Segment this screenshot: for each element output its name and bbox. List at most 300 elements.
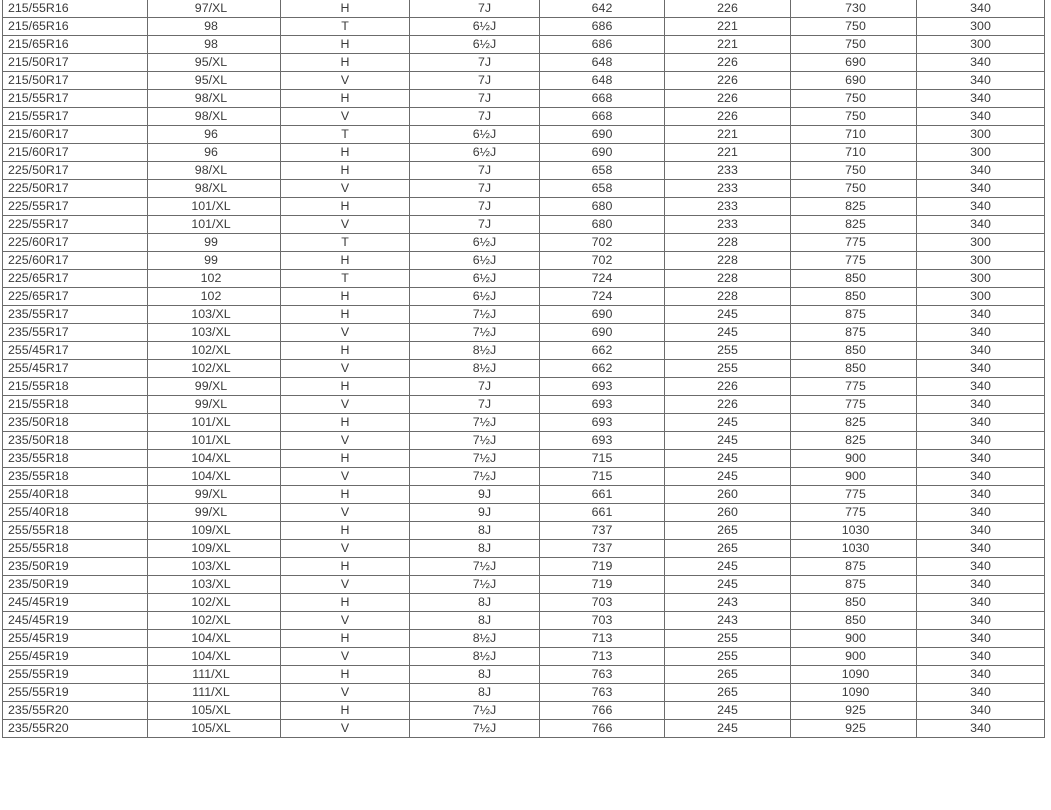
rim-width-cell: 6½J: [410, 288, 540, 306]
load-index-cell: 99/XL: [148, 504, 281, 522]
overall-diameter-cell: 690: [540, 144, 665, 162]
section-width-cell: 221: [665, 144, 791, 162]
load-index-cell: 99/XL: [148, 396, 281, 414]
table-row: [3, 288, 1045, 306]
max-pressure-cell: 340: [917, 666, 1045, 684]
table-row: [3, 90, 1045, 108]
max-pressure-cell: 340: [917, 684, 1045, 702]
load-index-cell: 99: [148, 234, 281, 252]
rim-width-cell: 8J: [410, 666, 540, 684]
table-row: [3, 126, 1045, 144]
overall-diameter-cell: 693: [540, 378, 665, 396]
max-load-cell: 875: [791, 558, 917, 576]
max-pressure-cell: 300: [917, 234, 1045, 252]
rim-width-cell: 9J: [410, 504, 540, 522]
overall-diameter-cell: 763: [540, 666, 665, 684]
speed-rating-cell: V: [281, 108, 410, 126]
max-load-cell: 850: [791, 360, 917, 378]
overall-diameter-cell: 713: [540, 648, 665, 666]
table-row: [3, 720, 1045, 738]
tyre-size-cell: 235/55R18: [3, 468, 148, 486]
max-load-cell: 775: [791, 378, 917, 396]
section-width-cell: 260: [665, 486, 791, 504]
load-index-cell: 97/XL: [148, 0, 281, 18]
rim-width-cell: 7½J: [410, 576, 540, 594]
tyre-size-cell: 255/40R18: [3, 504, 148, 522]
load-index-cell: 102/XL: [148, 612, 281, 630]
load-index-cell: 102: [148, 288, 281, 306]
section-width-cell: 265: [665, 666, 791, 684]
table-row: [3, 270, 1045, 288]
overall-diameter-cell: 658: [540, 180, 665, 198]
speed-rating-cell: H: [281, 414, 410, 432]
tyre-size-cell: 225/60R17: [3, 234, 148, 252]
speed-rating-cell: H: [281, 486, 410, 504]
load-index-cell: 101/XL: [148, 216, 281, 234]
overall-diameter-cell: 703: [540, 594, 665, 612]
speed-rating-cell: V: [281, 504, 410, 522]
rim-width-cell: 7J: [410, 396, 540, 414]
max-pressure-cell: 300: [917, 288, 1045, 306]
table-row: [3, 162, 1045, 180]
rim-width-cell: 7J: [410, 108, 540, 126]
table-row: [3, 468, 1045, 486]
speed-rating-cell: H: [281, 252, 410, 270]
speed-rating-cell: H: [281, 162, 410, 180]
speed-rating-cell: H: [281, 90, 410, 108]
tyre-size-cell: 235/55R20: [3, 702, 148, 720]
section-width-cell: 243: [665, 612, 791, 630]
rim-width-cell: 8J: [410, 684, 540, 702]
section-width-cell: 245: [665, 720, 791, 738]
max-load-cell: 825: [791, 216, 917, 234]
load-index-cell: 98/XL: [148, 90, 281, 108]
section-width-cell: 228: [665, 234, 791, 252]
tyre-size-cell: 235/55R20: [3, 720, 148, 738]
max-load-cell: 900: [791, 648, 917, 666]
max-load-cell: 750: [791, 36, 917, 54]
max-pressure-cell: 340: [917, 612, 1045, 630]
section-width-cell: 265: [665, 522, 791, 540]
speed-rating-cell: H: [281, 342, 410, 360]
max-load-cell: 775: [791, 504, 917, 522]
speed-rating-cell: H: [281, 198, 410, 216]
table-row: [3, 234, 1045, 252]
load-index-cell: 99/XL: [148, 378, 281, 396]
max-pressure-cell: 340: [917, 702, 1045, 720]
rim-width-cell: 8½J: [410, 648, 540, 666]
load-index-cell: 103/XL: [148, 306, 281, 324]
max-load-cell: 825: [791, 414, 917, 432]
overall-diameter-cell: 737: [540, 522, 665, 540]
load-index-cell: 96: [148, 144, 281, 162]
speed-rating-cell: V: [281, 432, 410, 450]
overall-diameter-cell: 642: [540, 0, 665, 18]
overall-diameter-cell: 680: [540, 216, 665, 234]
section-width-cell: 260: [665, 504, 791, 522]
rim-width-cell: 8J: [410, 612, 540, 630]
max-pressure-cell: 300: [917, 126, 1045, 144]
max-pressure-cell: 340: [917, 504, 1045, 522]
table-row: [3, 360, 1045, 378]
max-load-cell: 750: [791, 90, 917, 108]
rim-width-cell: 8J: [410, 594, 540, 612]
speed-rating-cell: V: [281, 684, 410, 702]
max-pressure-cell: 340: [917, 216, 1045, 234]
rim-width-cell: 7½J: [410, 720, 540, 738]
load-index-cell: 103/XL: [148, 576, 281, 594]
table-row: [3, 576, 1045, 594]
max-pressure-cell: 340: [917, 414, 1045, 432]
tyre-size-cell: 215/55R18: [3, 378, 148, 396]
load-index-cell: 101/XL: [148, 198, 281, 216]
speed-rating-cell: H: [281, 306, 410, 324]
max-pressure-cell: 340: [917, 450, 1045, 468]
overall-diameter-cell: 686: [540, 18, 665, 36]
section-width-cell: 255: [665, 342, 791, 360]
max-pressure-cell: 340: [917, 540, 1045, 558]
max-load-cell: 1090: [791, 684, 917, 702]
rim-width-cell: 7J: [410, 378, 540, 396]
max-load-cell: 825: [791, 432, 917, 450]
load-index-cell: 98/XL: [148, 108, 281, 126]
load-index-cell: 96: [148, 126, 281, 144]
overall-diameter-cell: 766: [540, 720, 665, 738]
section-width-cell: 255: [665, 648, 791, 666]
tyre-size-cell: 235/50R18: [3, 432, 148, 450]
load-index-cell: 105/XL: [148, 702, 281, 720]
tyre-size-cell: 215/55R17: [3, 90, 148, 108]
max-pressure-cell: 340: [917, 594, 1045, 612]
table-row: [3, 216, 1045, 234]
section-width-cell: 228: [665, 288, 791, 306]
load-index-cell: 104/XL: [148, 630, 281, 648]
section-width-cell: 226: [665, 0, 791, 18]
rim-width-cell: 8½J: [410, 630, 540, 648]
table-row: [3, 612, 1045, 630]
max-pressure-cell: 300: [917, 18, 1045, 36]
overall-diameter-cell: 693: [540, 396, 665, 414]
max-load-cell: 875: [791, 306, 917, 324]
overall-diameter-cell: 686: [540, 36, 665, 54]
max-pressure-cell: 340: [917, 54, 1045, 72]
tyre-size-cell: 255/45R19: [3, 630, 148, 648]
section-width-cell: 245: [665, 414, 791, 432]
load-index-cell: 102: [148, 270, 281, 288]
max-pressure-cell: 340: [917, 576, 1045, 594]
section-width-cell: 233: [665, 198, 791, 216]
table-row: [3, 666, 1045, 684]
load-index-cell: 98: [148, 36, 281, 54]
load-index-cell: 99/XL: [148, 486, 281, 504]
rim-width-cell: 6½J: [410, 18, 540, 36]
max-pressure-cell: 340: [917, 648, 1045, 666]
speed-rating-cell: H: [281, 450, 410, 468]
overall-diameter-cell: 766: [540, 702, 665, 720]
load-index-cell: 103/XL: [148, 558, 281, 576]
max-load-cell: 775: [791, 234, 917, 252]
speed-rating-cell: V: [281, 720, 410, 738]
speed-rating-cell: V: [281, 216, 410, 234]
rim-width-cell: 7J: [410, 216, 540, 234]
speed-rating-cell: H: [281, 288, 410, 306]
load-index-cell: 105/XL: [148, 720, 281, 738]
load-index-cell: 103/XL: [148, 324, 281, 342]
overall-diameter-cell: 668: [540, 90, 665, 108]
table-row: [3, 540, 1045, 558]
load-index-cell: 95/XL: [148, 72, 281, 90]
max-load-cell: 710: [791, 144, 917, 162]
table-row: [3, 648, 1045, 666]
max-pressure-cell: 340: [917, 468, 1045, 486]
speed-rating-cell: H: [281, 594, 410, 612]
table-row: [3, 702, 1045, 720]
load-index-cell: 98/XL: [148, 162, 281, 180]
speed-rating-cell: H: [281, 36, 410, 54]
tyre-size-cell: 215/55R18: [3, 396, 148, 414]
load-index-cell: 101/XL: [148, 414, 281, 432]
table-row: [3, 0, 1045, 18]
max-load-cell: 775: [791, 252, 917, 270]
tyre-size-cell: 255/55R19: [3, 666, 148, 684]
max-load-cell: 875: [791, 324, 917, 342]
overall-diameter-cell: 662: [540, 360, 665, 378]
table-row: [3, 108, 1045, 126]
load-index-cell: 109/XL: [148, 522, 281, 540]
tyre-size-cell: 225/60R17: [3, 252, 148, 270]
max-load-cell: 775: [791, 396, 917, 414]
max-pressure-cell: 340: [917, 108, 1045, 126]
table-row: [3, 558, 1045, 576]
overall-diameter-cell: 702: [540, 234, 665, 252]
section-width-cell: 221: [665, 126, 791, 144]
rim-width-cell: 7J: [410, 90, 540, 108]
table-row: [3, 252, 1045, 270]
max-load-cell: 1030: [791, 522, 917, 540]
section-width-cell: 221: [665, 36, 791, 54]
rim-width-cell: 7½J: [410, 702, 540, 720]
max-load-cell: 690: [791, 72, 917, 90]
max-load-cell: 750: [791, 162, 917, 180]
tyre-size-cell: 215/50R17: [3, 72, 148, 90]
rim-width-cell: 9J: [410, 486, 540, 504]
section-width-cell: 233: [665, 216, 791, 234]
table-row: [3, 306, 1045, 324]
speed-rating-cell: V: [281, 468, 410, 486]
table-row: [3, 36, 1045, 54]
speed-rating-cell: H: [281, 522, 410, 540]
max-pressure-cell: 300: [917, 252, 1045, 270]
max-load-cell: 750: [791, 18, 917, 36]
speed-rating-cell: V: [281, 648, 410, 666]
table-row: [3, 594, 1045, 612]
speed-rating-cell: V: [281, 612, 410, 630]
table-row: [3, 450, 1045, 468]
rim-width-cell: 6½J: [410, 126, 540, 144]
overall-diameter-cell: 715: [540, 468, 665, 486]
table-row: [3, 630, 1045, 648]
overall-diameter-cell: 661: [540, 504, 665, 522]
table-row: [3, 72, 1045, 90]
load-index-cell: 95/XL: [148, 54, 281, 72]
tyre-spec-table: [2, 0, 1045, 738]
tyre-size-cell: 225/50R17: [3, 162, 148, 180]
tyre-size-cell: 245/45R19: [3, 594, 148, 612]
max-load-cell: 900: [791, 630, 917, 648]
max-pressure-cell: 340: [917, 396, 1045, 414]
tyre-size-cell: 235/55R18: [3, 450, 148, 468]
tyre-size-cell: 215/60R17: [3, 144, 148, 162]
max-pressure-cell: 340: [917, 90, 1045, 108]
speed-rating-cell: H: [281, 378, 410, 396]
table-row: [3, 522, 1045, 540]
max-pressure-cell: 340: [917, 306, 1045, 324]
max-pressure-cell: 340: [917, 198, 1045, 216]
table-row: [3, 432, 1045, 450]
max-load-cell: 925: [791, 702, 917, 720]
speed-rating-cell: V: [281, 180, 410, 198]
load-index-cell: 99: [148, 252, 281, 270]
rim-width-cell: 6½J: [410, 144, 540, 162]
rim-width-cell: 6½J: [410, 252, 540, 270]
table-row: [3, 144, 1045, 162]
max-load-cell: 775: [791, 486, 917, 504]
tyre-size-cell: 255/55R18: [3, 540, 148, 558]
tyre-size-cell: 255/45R19: [3, 648, 148, 666]
max-load-cell: 925: [791, 720, 917, 738]
section-width-cell: 226: [665, 396, 791, 414]
overall-diameter-cell: 693: [540, 432, 665, 450]
rim-width-cell: 7½J: [410, 306, 540, 324]
tyre-size-cell: 255/45R17: [3, 342, 148, 360]
tyre-size-cell: 215/60R17: [3, 126, 148, 144]
table-row: [3, 414, 1045, 432]
max-pressure-cell: 340: [917, 360, 1045, 378]
rim-width-cell: 6½J: [410, 234, 540, 252]
tyre-size-cell: 255/40R18: [3, 486, 148, 504]
speed-rating-cell: H: [281, 144, 410, 162]
max-load-cell: 750: [791, 180, 917, 198]
max-pressure-cell: 300: [917, 270, 1045, 288]
table-row: [3, 684, 1045, 702]
overall-diameter-cell: 724: [540, 288, 665, 306]
section-width-cell: 228: [665, 252, 791, 270]
tyre-size-cell: 245/45R19: [3, 612, 148, 630]
table-row: [3, 198, 1045, 216]
rim-width-cell: 8½J: [410, 360, 540, 378]
rim-width-cell: 7J: [410, 72, 540, 90]
tyre-size-cell: 215/55R17: [3, 108, 148, 126]
load-index-cell: 104/XL: [148, 468, 281, 486]
rim-width-cell: 7½J: [410, 324, 540, 342]
speed-rating-cell: V: [281, 396, 410, 414]
section-width-cell: 221: [665, 18, 791, 36]
tyre-size-cell: 235/55R17: [3, 324, 148, 342]
rim-width-cell: 7J: [410, 198, 540, 216]
section-width-cell: 245: [665, 576, 791, 594]
overall-diameter-cell: 680: [540, 198, 665, 216]
table-row: [3, 54, 1045, 72]
speed-rating-cell: H: [281, 54, 410, 72]
section-width-cell: 243: [665, 594, 791, 612]
rim-width-cell: 7J: [410, 0, 540, 18]
section-width-cell: 245: [665, 450, 791, 468]
section-width-cell: 245: [665, 558, 791, 576]
overall-diameter-cell: 693: [540, 414, 665, 432]
overall-diameter-cell: 702: [540, 252, 665, 270]
tyre-size-cell: 255/55R18: [3, 522, 148, 540]
max-load-cell: 825: [791, 198, 917, 216]
rim-width-cell: 7½J: [410, 414, 540, 432]
max-pressure-cell: 340: [917, 486, 1045, 504]
tyre-size-cell: 255/45R17: [3, 360, 148, 378]
max-load-cell: 750: [791, 108, 917, 126]
overall-diameter-cell: 715: [540, 450, 665, 468]
overall-diameter-cell: 668: [540, 108, 665, 126]
tyre-size-cell: 225/50R17: [3, 180, 148, 198]
overall-diameter-cell: 724: [540, 270, 665, 288]
section-width-cell: 226: [665, 378, 791, 396]
rim-width-cell: 7½J: [410, 432, 540, 450]
max-pressure-cell: 340: [917, 72, 1045, 90]
section-width-cell: 245: [665, 306, 791, 324]
max-pressure-cell: 340: [917, 324, 1045, 342]
overall-diameter-cell: 690: [540, 126, 665, 144]
max-pressure-cell: 340: [917, 378, 1045, 396]
max-load-cell: 730: [791, 0, 917, 18]
max-pressure-cell: 340: [917, 180, 1045, 198]
max-load-cell: 850: [791, 270, 917, 288]
tyre-size-cell: 235/50R19: [3, 558, 148, 576]
rim-width-cell: 7½J: [410, 558, 540, 576]
overall-diameter-cell: 719: [540, 558, 665, 576]
max-pressure-cell: 340: [917, 558, 1045, 576]
max-pressure-cell: 340: [917, 432, 1045, 450]
section-width-cell: 228: [665, 270, 791, 288]
max-pressure-cell: 340: [917, 162, 1045, 180]
section-width-cell: 226: [665, 90, 791, 108]
speed-rating-cell: H: [281, 0, 410, 18]
table-body: [3, 0, 1045, 738]
overall-diameter-cell: 703: [540, 612, 665, 630]
section-width-cell: 245: [665, 468, 791, 486]
table-row: [3, 342, 1045, 360]
speed-rating-cell: T: [281, 234, 410, 252]
table-row: [3, 180, 1045, 198]
tyre-size-cell: 225/55R17: [3, 198, 148, 216]
max-pressure-cell: 300: [917, 36, 1045, 54]
section-width-cell: 226: [665, 72, 791, 90]
section-width-cell: 255: [665, 630, 791, 648]
max-load-cell: 690: [791, 54, 917, 72]
overall-diameter-cell: 662: [540, 342, 665, 360]
rim-width-cell: 7J: [410, 54, 540, 72]
table-row: [3, 486, 1045, 504]
speed-rating-cell: H: [281, 702, 410, 720]
section-width-cell: 226: [665, 108, 791, 126]
speed-rating-cell: H: [281, 666, 410, 684]
speed-rating-cell: T: [281, 270, 410, 288]
speed-rating-cell: V: [281, 540, 410, 558]
max-load-cell: 850: [791, 342, 917, 360]
tyre-size-cell: 235/50R19: [3, 576, 148, 594]
tyre-size-cell: 235/50R18: [3, 414, 148, 432]
max-pressure-cell: 340: [917, 720, 1045, 738]
overall-diameter-cell: 763: [540, 684, 665, 702]
max-load-cell: 850: [791, 594, 917, 612]
tyre-size-cell: 235/55R17: [3, 306, 148, 324]
speed-rating-cell: T: [281, 126, 410, 144]
